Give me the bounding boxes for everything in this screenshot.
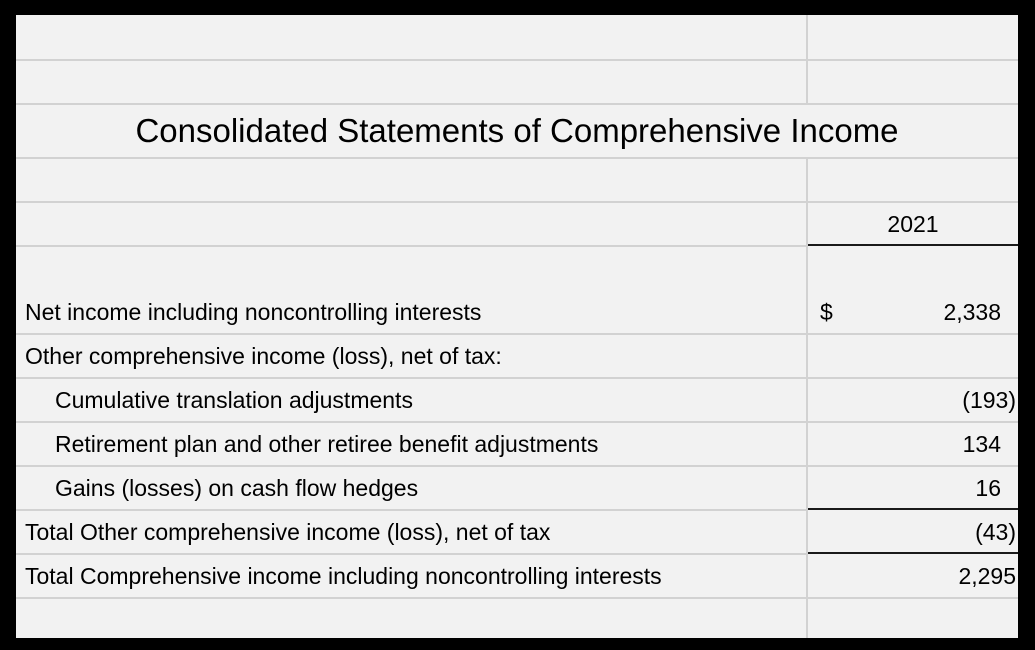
row-label: Cumulative translation adjustments [55,386,413,413]
row-value: 16 [975,474,1001,501]
row-value: (43) [975,518,1016,545]
row-label: Net income including noncontrolling interests [25,298,482,325]
row-value: 134 [962,430,1001,457]
gridline [16,59,1018,61]
column-header-year: 2021 [887,210,939,237]
currency-symbol: $ [820,298,833,325]
row-value: 2,295 [958,562,1016,589]
gridline [16,245,808,247]
row-label: Total Other comprehensive income (loss), net of tax [25,518,551,545]
row-label: Retirement plan and other retiree benefit adjustments [55,430,599,457]
row-value: (193) [962,386,1016,413]
gridline [16,157,1018,159]
row-label: Total Comprehensive income including noncontrolling interests [25,562,662,589]
spreadsheet [16,15,1018,638]
gridline [16,597,1018,599]
row-label: Other comprehensive income (loss), net of tax: [25,342,502,369]
column-divider [806,15,808,103]
statement-title: Consolidated Statements of Comprehensive Income [135,112,899,149]
row-value: 2,338 [943,298,1001,325]
row-label: Gains (losses) on cash flow hedges [55,474,419,501]
